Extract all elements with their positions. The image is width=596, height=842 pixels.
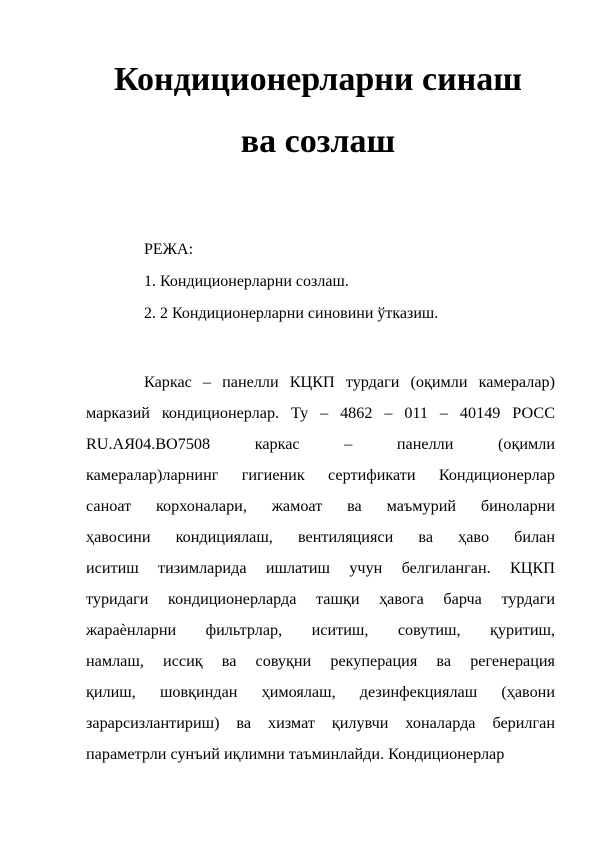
body-line-9: жараѐнларни фильтрлар, иситиш, совутиш, қуритиш,: [86, 621, 555, 639]
body-line-11: қилиш, шовқиндан ҳимоялаш, дезинфекциялаш (ҳавони: [86, 683, 555, 701]
plan-item-1: 1. Кондиционерларни созлаш.: [144, 273, 349, 290]
body-line-12: зарарсизлантириш) ва хизмат қилувчи хоналарда берилган: [86, 714, 555, 732]
body-line-10: намлаш, иссиқ ва совуқни рекуперация ва регенерация: [86, 652, 555, 670]
document-title-line-1: Кондиционерларни синаш: [114, 61, 522, 98]
body-line-1: Каркас – панелли КЦКП турдаги (оқимли камералар): [144, 373, 555, 391]
body-line-7: иситиш тизимларида ишлатиш учун белгиланган. КЦКП: [86, 559, 555, 577]
document-title-line-2: ва созлаш: [240, 123, 396, 160]
body-line-6: ҳавосини кондициялаш, вентиляцияси ва ҳаво билан: [86, 528, 555, 546]
body-line-8: туридаги кондиционерларда ташқи ҳавога барча турдаги: [86, 590, 555, 608]
body-line-5: саноат корхоналари, жамоат ва маъмурий биноларни: [86, 497, 555, 515]
body-line-2: марказий кондиционерлар. Ту – 4862 – 011 – 40149 РОСС: [86, 404, 555, 422]
body-line-13: параметрли сунъий иқлимни таъминлайди. Кондиционерлар: [86, 745, 505, 763]
plan-item-2: 2. 2 Кондиционерларни синовини ўтказиш.: [144, 305, 439, 322]
body-line-4: камералар)ларнинг гигиеник сертификати Кондиционерлар: [86, 466, 555, 484]
plan-heading: РЕЖА:: [144, 241, 194, 258]
body-line-3: RU.АЯ04.ВО7508 каркас – панелли (оқимли: [86, 435, 555, 453]
